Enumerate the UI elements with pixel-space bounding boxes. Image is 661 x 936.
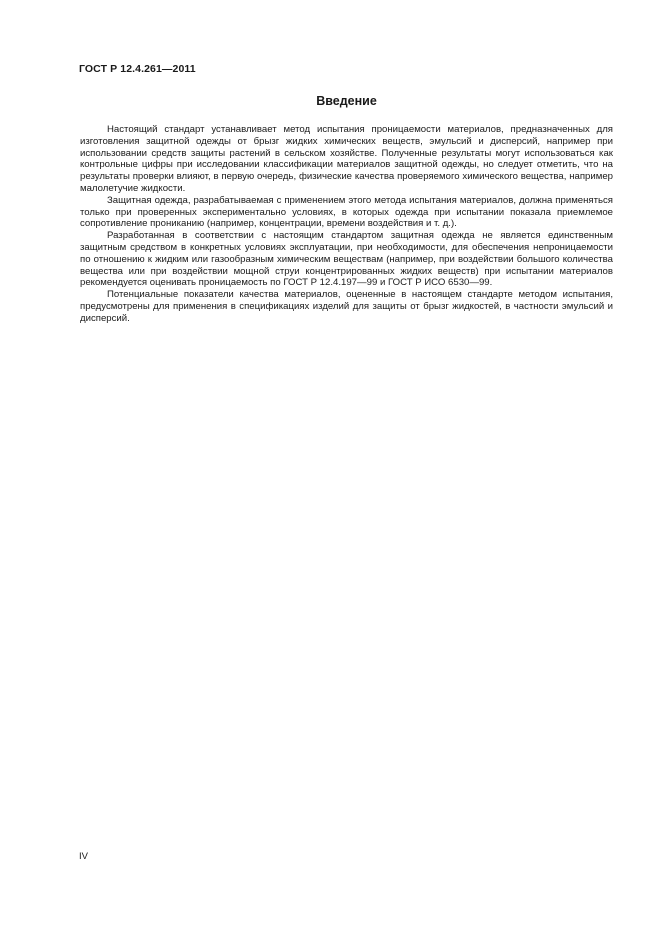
section-title: Введение bbox=[316, 94, 377, 108]
paragraph: Потенциальные показатели качества материалов, оцененные в настоящем стандарте методом испытания, предусмотрены для применения в спецификациях изделий для защиты от брызг жидкостей, в частности эмульсий и дисперсий. bbox=[80, 289, 613, 324]
document-code-header: ГОСТ Р 12.4.261—2011 bbox=[79, 63, 196, 75]
paragraph: Настоящий стандарт устанавливает метод испытания проницаемости материалов, предназначенных для изготовления защитной одежды от брызг жидких химических веществ, эмульсий и дисперсий, например при использовании средств защиты растений в сельском хозяйстве. Полученные результаты могут использоваться как контрольные цифры при исследовании классификации материалов защитной одежды, но следует отметить, что на результаты проверки влияют, в первую очередь, физические качества проверяемого химического вещества, например малолетучие жидкости. bbox=[80, 124, 613, 194]
paragraph: Защитная одежда, разрабатываемая с применением этого метода испытания материалов, должна применяться только при проверенных экспериментально условиях, в которых одежда при испытании показала приемлемое сопротивление прониканию (например, концентрации, времени воздействия и т. д.). bbox=[80, 194, 613, 230]
paragraph: Разработанная в соответствии с настоящим стандартом защитная одежда не является единственным защитным средством в конкретных условиях эксплуатации, при необходимости, для обеспечения непроницаемости по отношению к жидким или газообразным химическим веществам (например, при воздействии большого количества вещества или при воздействии мощной струи концентрированных жидких веществ) при испытании материалов рекомендуется оценивать проницаемость по ГОСТ Р 12.4.197—99 и ГОСТ Р ИСО 6530—99. bbox=[80, 230, 613, 289]
body-text bbox=[80, 124, 613, 325]
page-number: IV bbox=[79, 851, 88, 862]
